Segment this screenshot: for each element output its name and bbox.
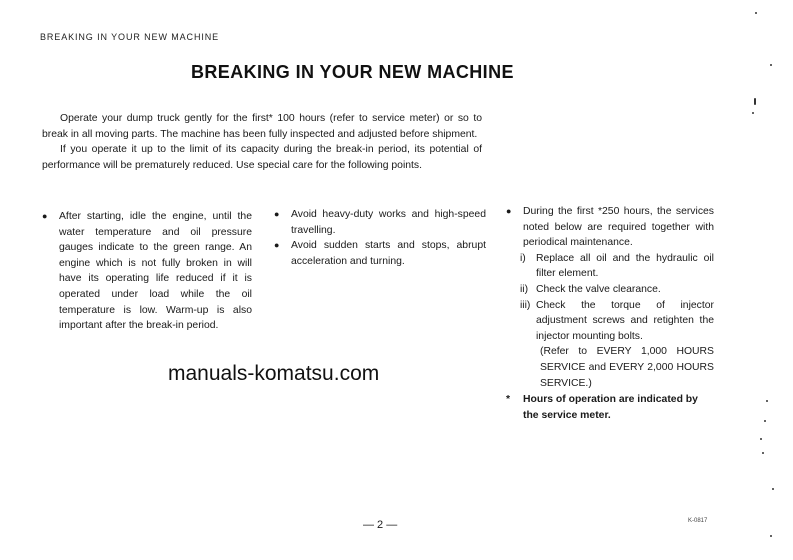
bullet-icon: ● [274, 209, 280, 219]
sub-item-text: Check the torque of injector adjustment screws and retighten the injector mounting bolts. [536, 299, 714, 342]
document-code: K-0817 [688, 518, 708, 524]
scan-speck [754, 98, 756, 105]
list-item [506, 204, 714, 251]
sub-item-number: i) [520, 252, 526, 264]
sub-item-text: Replace all oil and the hydraulic oil filter element. [536, 252, 714, 280]
bullet-text: Avoid sudden starts and stops, abrupt acceleration and turning. [291, 240, 486, 267]
scan-speck [766, 400, 768, 402]
scan-speck [770, 64, 772, 66]
running-header: BREAKING IN YOUR NEW MACHINE [40, 32, 220, 42]
footnote [506, 392, 714, 423]
bullet-text: Avoid heavy-duty works and high-speed travelling. [291, 209, 486, 236]
page-title: BREAKING IN YOUR NEW MACHINE [191, 62, 514, 82]
scan-speck [764, 420, 766, 422]
reference-note: (Refer to EVERY 1,000 HOURS SERVICE and EVERY 2,000 HOURS SERVICE.) [540, 346, 714, 389]
sub-item [520, 282, 714, 298]
bullet-text: During the first *250 hours, the services noted below are required together with periodical maintenance. [523, 206, 714, 249]
scan-speck [755, 12, 757, 14]
sub-item-text: Check the valve clearance. [536, 283, 661, 295]
sub-item [520, 298, 714, 345]
list-item [42, 209, 252, 334]
sub-item-number: ii) [520, 283, 529, 295]
scan-speck [760, 438, 762, 440]
list-item [274, 238, 486, 269]
list-item [274, 207, 486, 238]
bullet-icon: ● [506, 206, 512, 216]
bullet-text: After starting, idle the engine, until the water temperature and oil pressure gauges indicate to the green range. An engine which is not fully broken in will have its operating life reduced if it is operated under load while the oil temperature is low. Warm-up is also important after the break-in period. [59, 211, 252, 332]
bullet-icon: ● [42, 211, 48, 221]
scan-speck [770, 535, 772, 537]
column-right [506, 204, 714, 423]
intro-paragraph-1: Operate your dump truck gently for the first* 100 hours (refer to service meter) or so to break in all moving parts. The machine has been fully inspected and adjusted before shipment. [42, 113, 482, 140]
footnote-mark: * [506, 394, 511, 406]
scan-speck [762, 452, 764, 454]
sub-item-number: iii) [520, 299, 531, 311]
footnote-text: Hours of operation are indicated by the service meter. [523, 394, 698, 421]
scan-speck [752, 112, 754, 114]
watermark: manuals-komatsu.com [168, 362, 380, 385]
column-left [42, 209, 252, 334]
scan-speck [772, 488, 774, 490]
bullet-icon: ● [274, 240, 280, 251]
page-number: — 2 — [363, 519, 398, 531]
intro-paragraph-2: If you operate it up to the limit of its capacity during the break-in period, its potential of performance will be prematurely reduced. Use special care for the following points. [42, 144, 482, 171]
intro-text [42, 111, 482, 173]
sub-item [520, 251, 714, 282]
column-middle [274, 207, 486, 269]
